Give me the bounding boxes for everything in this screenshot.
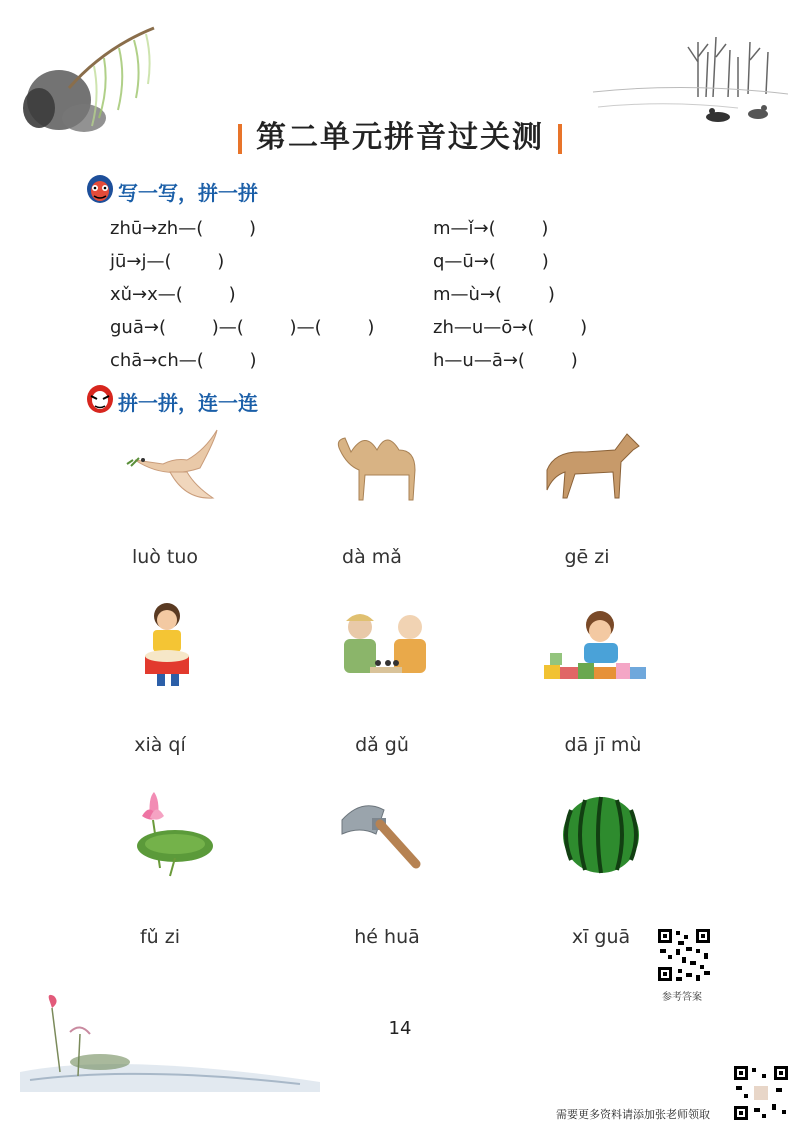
- exercise-line: m—ǐ→( ): [433, 218, 549, 239]
- pinyin-label: xī guā: [571, 926, 631, 948]
- page-number: 14: [388, 1018, 412, 1039]
- teacher-qr-code[interactable]: [732, 1064, 790, 1122]
- pinyin-label: hé huā: [354, 926, 420, 948]
- exercise-line: xǔ→x—( ): [110, 284, 236, 305]
- title-left-bar: [238, 124, 242, 154]
- qr-caption: 参考答案: [662, 992, 702, 1003]
- ink-lotus-pond-painting: [20, 992, 320, 1092]
- section-heading-write: 写一写，拼一拼: [118, 181, 258, 205]
- dove-icon: [125, 420, 235, 510]
- pinyin-label: luò tuo: [131, 546, 199, 568]
- exercise-line: h—u—ā→( ): [433, 350, 578, 371]
- pinyin-label: fǔ zi: [139, 926, 181, 948]
- exercise-line: q—ū→( ): [433, 251, 549, 272]
- watermelon-icon: [545, 790, 655, 880]
- exercise-line: zh—u—ō→( ): [433, 317, 588, 338]
- exercise-line: m—ù→( ): [433, 284, 555, 305]
- section-heading-match: 拼一拼，连一连: [118, 391, 258, 415]
- answer-qr-code[interactable]: [656, 927, 712, 983]
- title-right-bar: [558, 124, 562, 154]
- axe-icon: [332, 790, 442, 880]
- exercise-line: guā→( )—( )—( ): [110, 317, 375, 338]
- pinyin-label: dā jī mù: [564, 734, 642, 756]
- lotus-icon: [120, 788, 230, 878]
- horse-icon: [535, 420, 645, 510]
- blocks-boy-icon: [540, 605, 650, 695]
- pinyin-label: xià qí: [134, 734, 186, 756]
- exercise-line: chā→ch—( ): [110, 350, 257, 371]
- camel-icon: [325, 420, 435, 510]
- chess-grandpas-icon: [330, 605, 440, 695]
- page-title: 第二单元拼音过关测: [0, 112, 800, 156]
- opera-mask-blue-icon: [86, 174, 114, 204]
- pinyin-label: dà mǎ: [342, 546, 402, 568]
- drum-boy-icon: [115, 600, 225, 690]
- opera-mask-red-icon: [86, 384, 114, 414]
- pinyin-label: gē zi: [564, 546, 610, 568]
- footer-text: 需要更多资料请添加张老师领取: [556, 1108, 710, 1121]
- pinyin-label: dǎ gǔ: [355, 734, 409, 756]
- exercise-line: zhū→zh—( ): [110, 218, 257, 239]
- exercise-line: jū→j—( ): [110, 251, 225, 272]
